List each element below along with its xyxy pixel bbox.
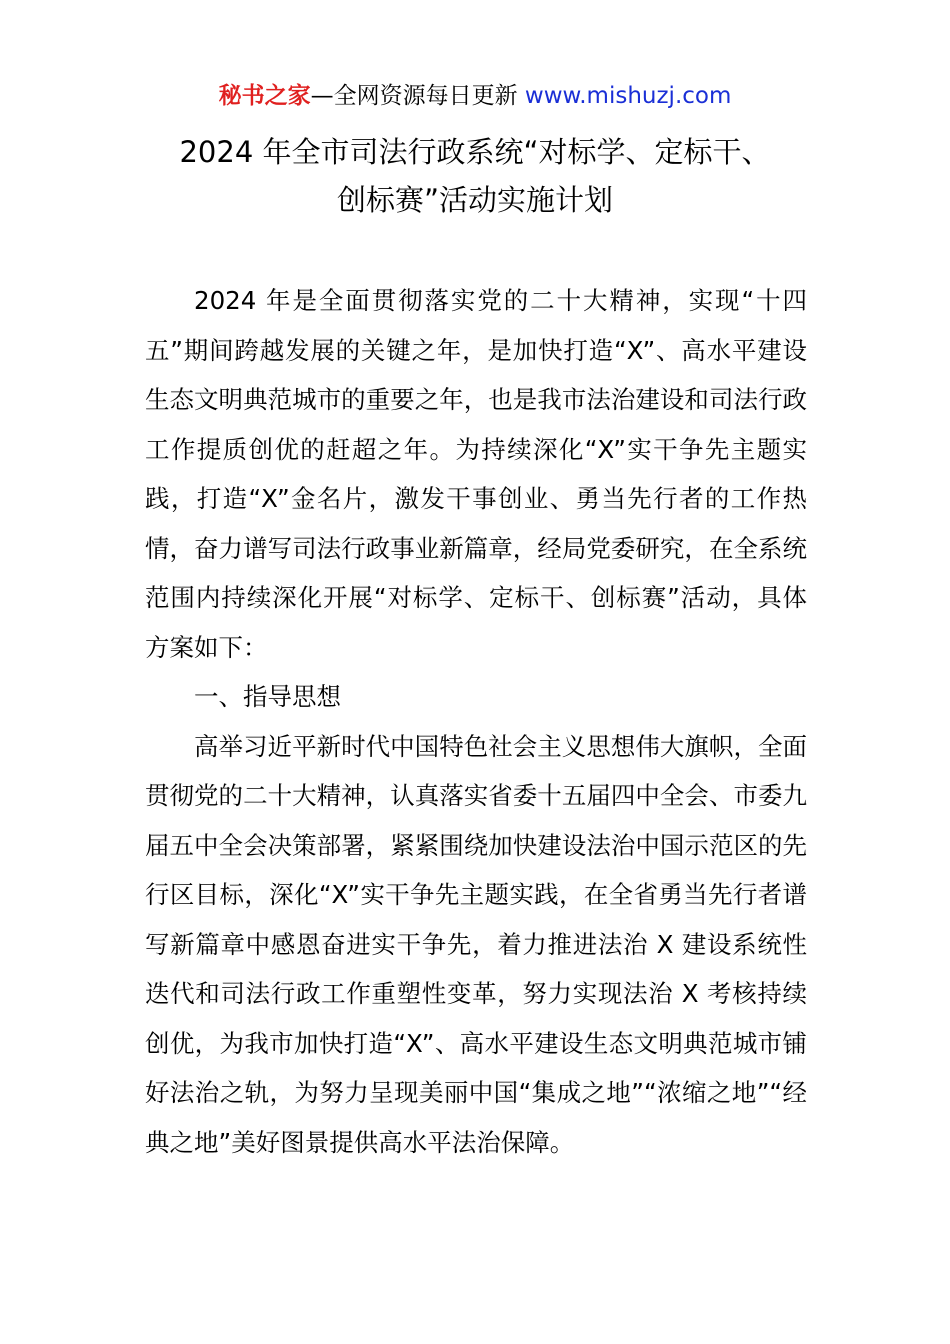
- site-header: [0, 80, 950, 112]
- site-url-link[interactable]: www.mishuzj.com: [524, 83, 732, 109]
- section-heading: 一、指导思想: [194, 682, 341, 711]
- brand-name: 秘书之家: [218, 83, 311, 109]
- document-title: [0, 128, 950, 224]
- title-line-2: 创标赛”活动实施计划: [336, 183, 614, 217]
- document-body: [145, 276, 807, 1167]
- title-line-1: 2024 年全市司法行政系统“对标学、定标干、: [179, 135, 771, 169]
- intro-paragraph: 2024 年是全面贯彻落实党的二十大精神，实现“十四五”期间跨越发展的关键之年，是加快打造“X”、高水平建设生态文明典范城市的重要之年，也是我市法治建设和司法行政工作提质创优的赶超之年。为持续深化“X”实干争先主题实践，打造“X”金名片，激发干事创业、勇当先行者的工作热情，奋力谱写司法行政事业新篇章，经局党委研究，在全系统范围内持续深化开展“对标学、定标干、创标赛”活动，具体方案如下：: [145, 286, 807, 662]
- section-paragraph: 高举习近平新时代中国特色社会主义思想伟大旗帜，全面贯彻党的二十大精神，认真落实省委十五届四中全会、市委九届五中全会决策部署，紧紧围绕加快建设法治中国示范区的先行区目标，深化“X”实干争先主题实践，在全省勇当先行者谱写新篇章中感恩奋进实干争先，着力推进法治 X 建设系统性迭代和司法行政工作重塑性变革，努力实现法治 X 考核持续创优，为我市加快打造“X”、高水平建设生态文明典范城市铺好法治之轨，为努力呈现美丽中国“集成之地”“浓缩之地”“经典之地”美好图景提供高水平法治保障。: [145, 731, 807, 1157]
- header-tagline: —全网资源每日更新: [310, 83, 525, 109]
